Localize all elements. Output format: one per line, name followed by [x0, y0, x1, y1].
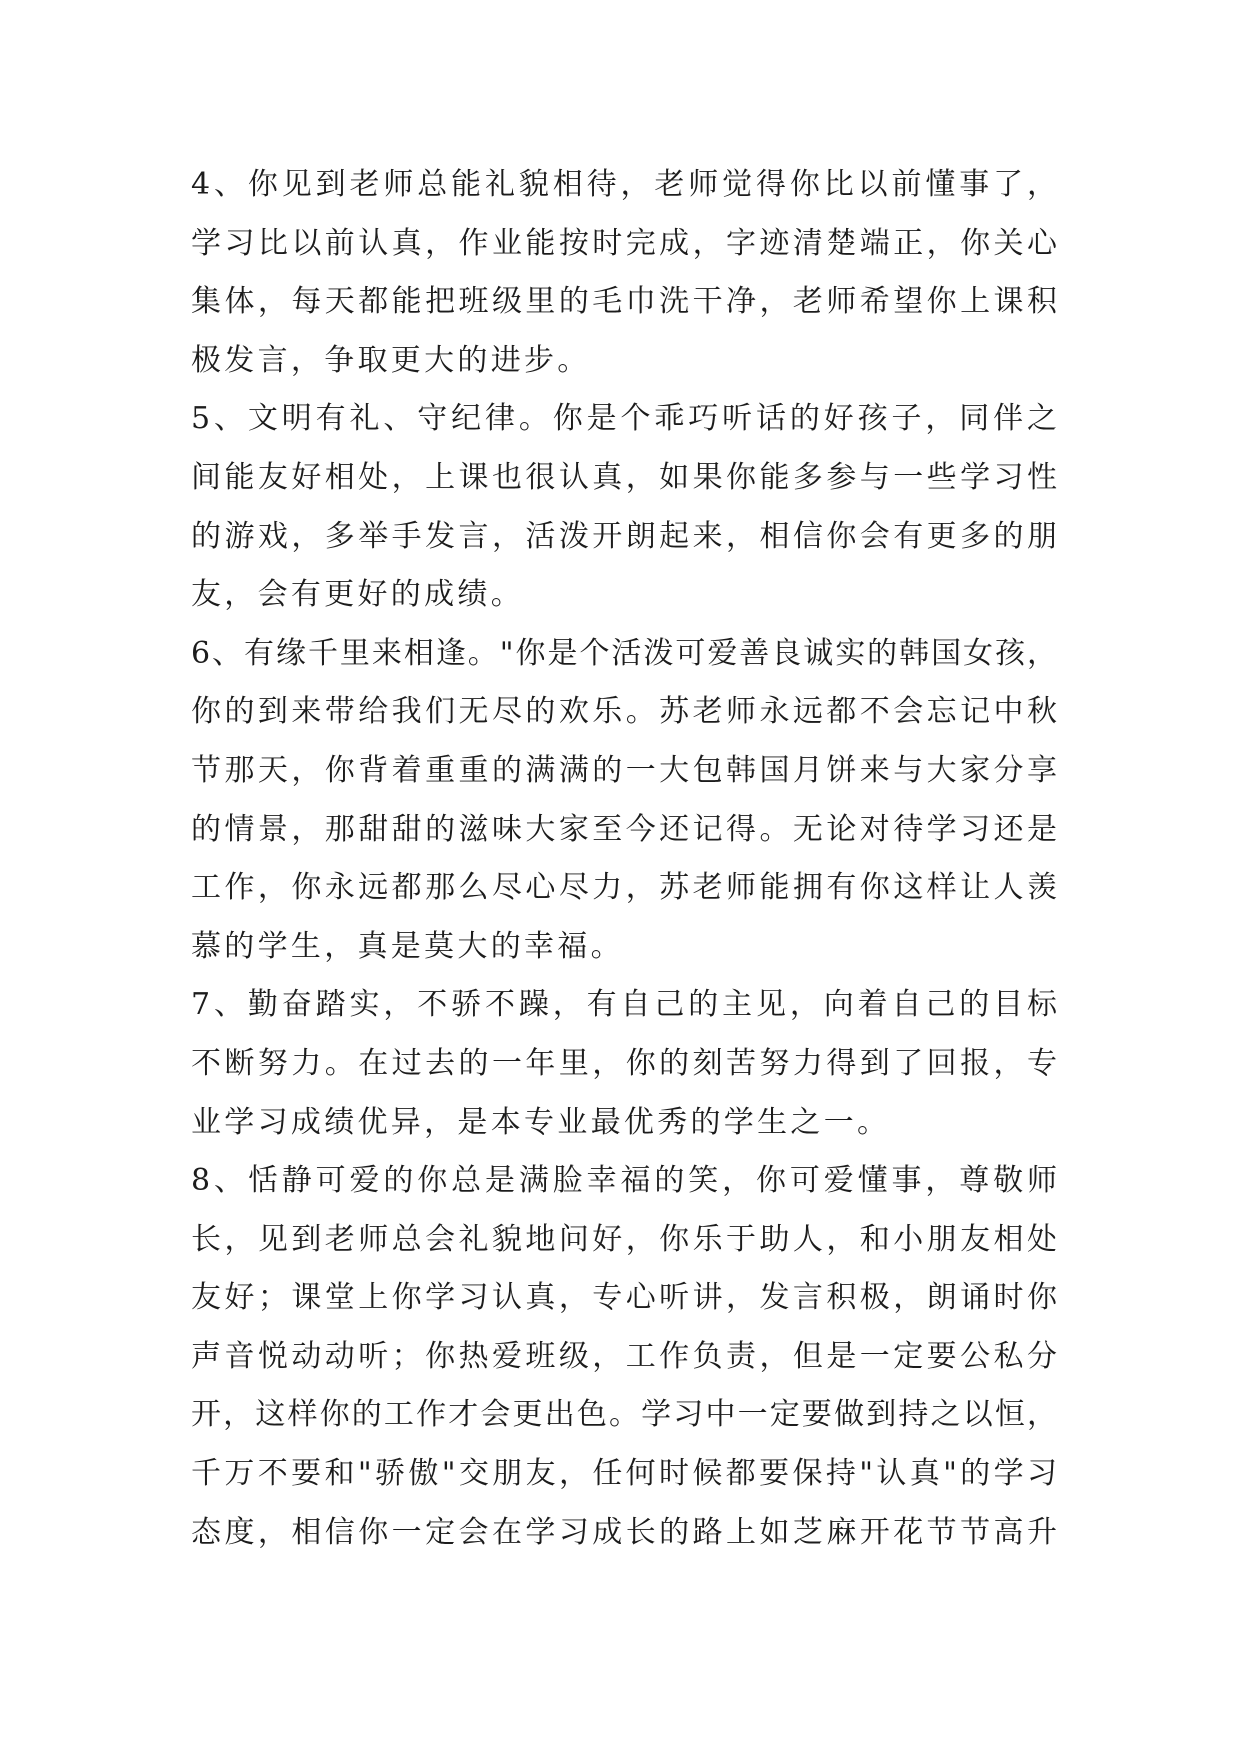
text-line: 声音悦动动听；你热爱班级，工作负责，但是一定要公私分 [191, 1338, 1057, 1374]
text-line: 极发言，争取更大的进步。 [191, 342, 591, 378]
paragraph-7 [191, 976, 1057, 1152]
text-line: 友，会有更好的成绩。 [191, 577, 524, 613]
text-line: 7、勤奋踏实，不骄不躁，有自己的主见，向着自己的目标 [191, 987, 1057, 1023]
paragraph-8 [191, 1152, 1057, 1562]
text-line: 6、有缘千里来相逢。"你是个活泼可爱善良诚实的韩国女孩， [191, 635, 1057, 671]
text-line: 节那天，你背着重重的满满的一大包韩国月饼来与大家分享 [191, 752, 1057, 788]
text-line: 集体，每天都能把班级里的毛巾洗干净，老师希望你上课积 [191, 284, 1057, 320]
text-line: 4、你见到老师总能礼貌相待，老师觉得你比以前懂事了， [191, 167, 1057, 202]
text-line: 业学习成绩优异，是本专业最优秀的学生之一。 [191, 1104, 891, 1140]
paragraph-5 [191, 390, 1057, 624]
paragraph-6 [191, 625, 1057, 977]
text-line: 慕的学生，真是莫大的幸福。 [191, 928, 624, 964]
text-line: 态度，相信你一定会在学习成长的路上如芝麻开花节节高升 [191, 1514, 1057, 1550]
text-line: 工作，你永远都那么尽心尽力，苏老师能拥有你这样让人羡 [191, 870, 1057, 906]
text-line: 学习比以前认真，作业能按时完成，字迹清楚端正，你关心 [191, 225, 1057, 261]
document-body [191, 156, 1057, 1562]
text-line: 长，见到老师总会礼貌地问好，你乐于助人，和小朋友相处 [191, 1221, 1057, 1257]
text-line: 间能友好相处，上课也很认真，如果你能多参与一些学习性 [191, 459, 1057, 495]
text-line: 不断努力。在过去的一年里，你的刻苦努力得到了回报，专 [191, 1045, 1057, 1081]
text-line: 的情景，那甜甜的滋味大家至今还记得。无论对待学习还是 [191, 811, 1057, 847]
text-line: 你的到来带给我们无尽的欢乐。苏老师永远都不会忘记中秋 [191, 694, 1057, 730]
text-line: 千万不要和"骄傲"交朋友，任何时候都要保持"认真"的学习 [191, 1456, 1057, 1492]
paragraph-4 [191, 156, 1057, 390]
text-line: 8、恬静可爱的你总是满脸幸福的笑，你可爱懂事，尊敬师 [191, 1163, 1057, 1199]
text-line: 友好；课堂上你学习认真，专心听讲，发言积极，朗诵时你 [191, 1280, 1057, 1316]
text-line: 5、文明有礼、守纪律。你是个乖巧听话的好孩子，同伴之 [191, 401, 1057, 437]
text-line: 开，这样你的工作才会更出色。学习中一定要做到持之以恒， [191, 1397, 1057, 1433]
text-line: 的游戏，多举手发言，活泼开朗起来，相信你会有更多的朋 [191, 518, 1057, 554]
